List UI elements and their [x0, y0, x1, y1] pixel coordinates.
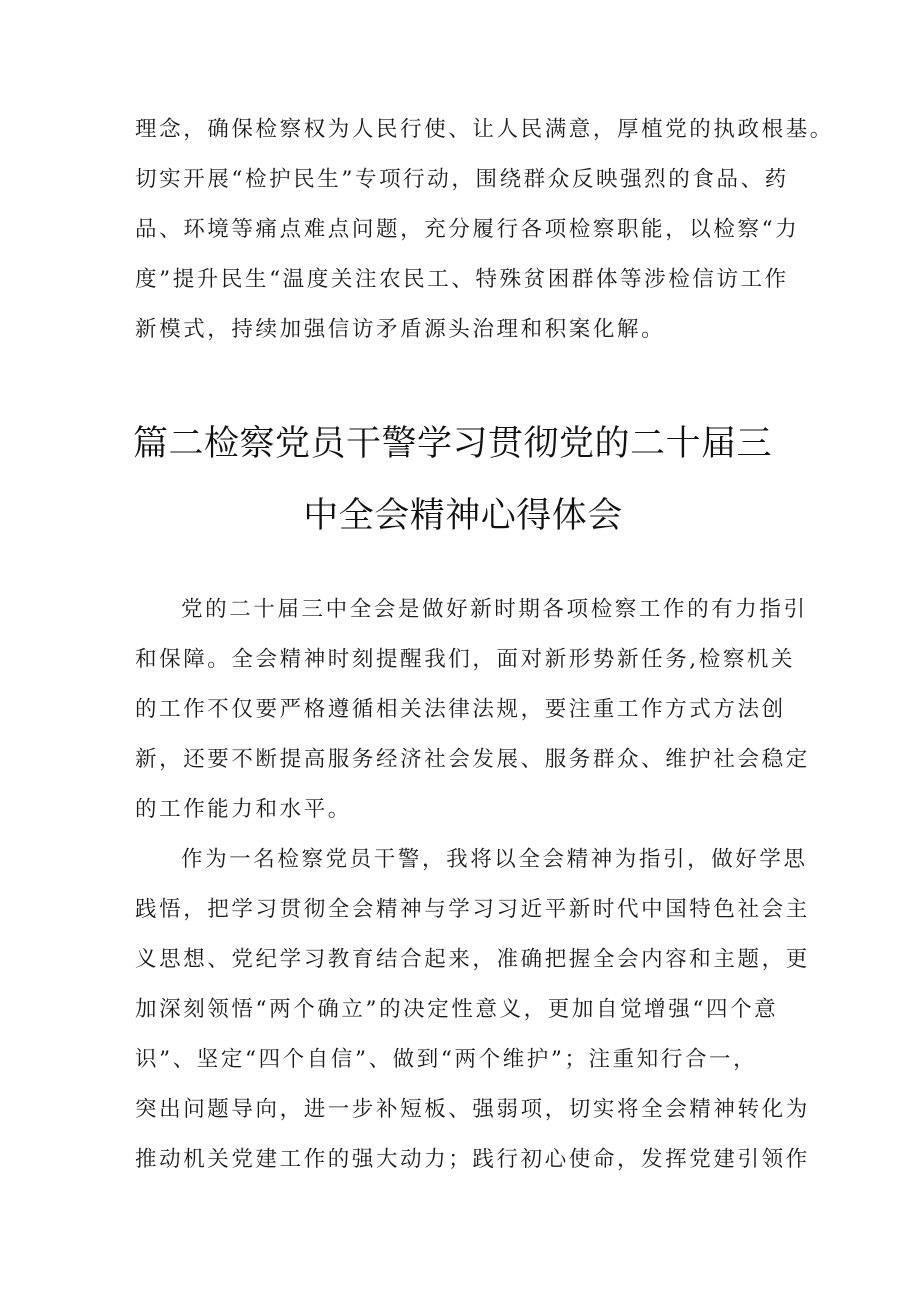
text-line: 作为一名检察党员干警，我将以全会精神为指引，做好学思	[181, 847, 808, 872]
text-line: 新，还要不断提高服务经济社会发展、服务群众、维护社会稳定	[135, 747, 810, 772]
text-line: 义思想、党纪学习教育结合起来，准确把握全会内容和主题，更	[135, 947, 810, 972]
text-line: 的工作能力和水平。	[135, 797, 352, 822]
text-line: 推动机关党建工作的强大动力；践行初心使命，发挥党建引领作	[135, 1147, 810, 1172]
text-line: 突出问题导向，进一步补短板、强弱项，切实将全会精神转化为	[135, 1097, 810, 1122]
text-line: 新模式，持续加强信访矛盾源头治理和积案化解。	[135, 317, 666, 342]
body-paragraphs	[135, 585, 810, 1185]
text-line: 理念，确保检察权为人民行使、让人民满意，厚植党的执政根基。	[135, 117, 834, 142]
text-line: 品、环境等痛点难点问题，充分履行各项检察职能，以检察“力	[135, 217, 800, 242]
text-line: 和保障。全会精神时刻提醒我们，面对新形势新任务,检察机关	[135, 647, 796, 672]
heading-line-2: 中全会精神心得体会	[303, 496, 623, 536]
text-line: 识”、坚定“四个自信”、做到“两个维护”；注重知行合一，	[135, 1047, 758, 1072]
text-line: 党的二十届三中全会是做好新时期各项检察工作的有力指引	[181, 597, 808, 622]
text-line: 的工作不仅要严格遵循相关法律法规，要注重工作方式方法创	[135, 697, 786, 722]
text-line: 切实开展“检护民生”专项行动，围绕群众反映强烈的食品、药	[135, 167, 789, 192]
text-line: 度”提升民生“温度关注农民工、特殊贫困群体等涉检信访工作	[135, 267, 789, 292]
text-line: 践悟，把学习贯彻全会精神与学习习近平新时代中国特色社会主	[135, 897, 810, 922]
section-heading	[133, 408, 793, 552]
top-paragraph	[135, 105, 834, 355]
heading-line-1: 篇二检察党员干警学习贯彻党的二十届三	[133, 424, 773, 464]
text-line: 加深刻领悟“两个确立”的决定性意义，更加自觉增强“四个意	[135, 997, 779, 1022]
